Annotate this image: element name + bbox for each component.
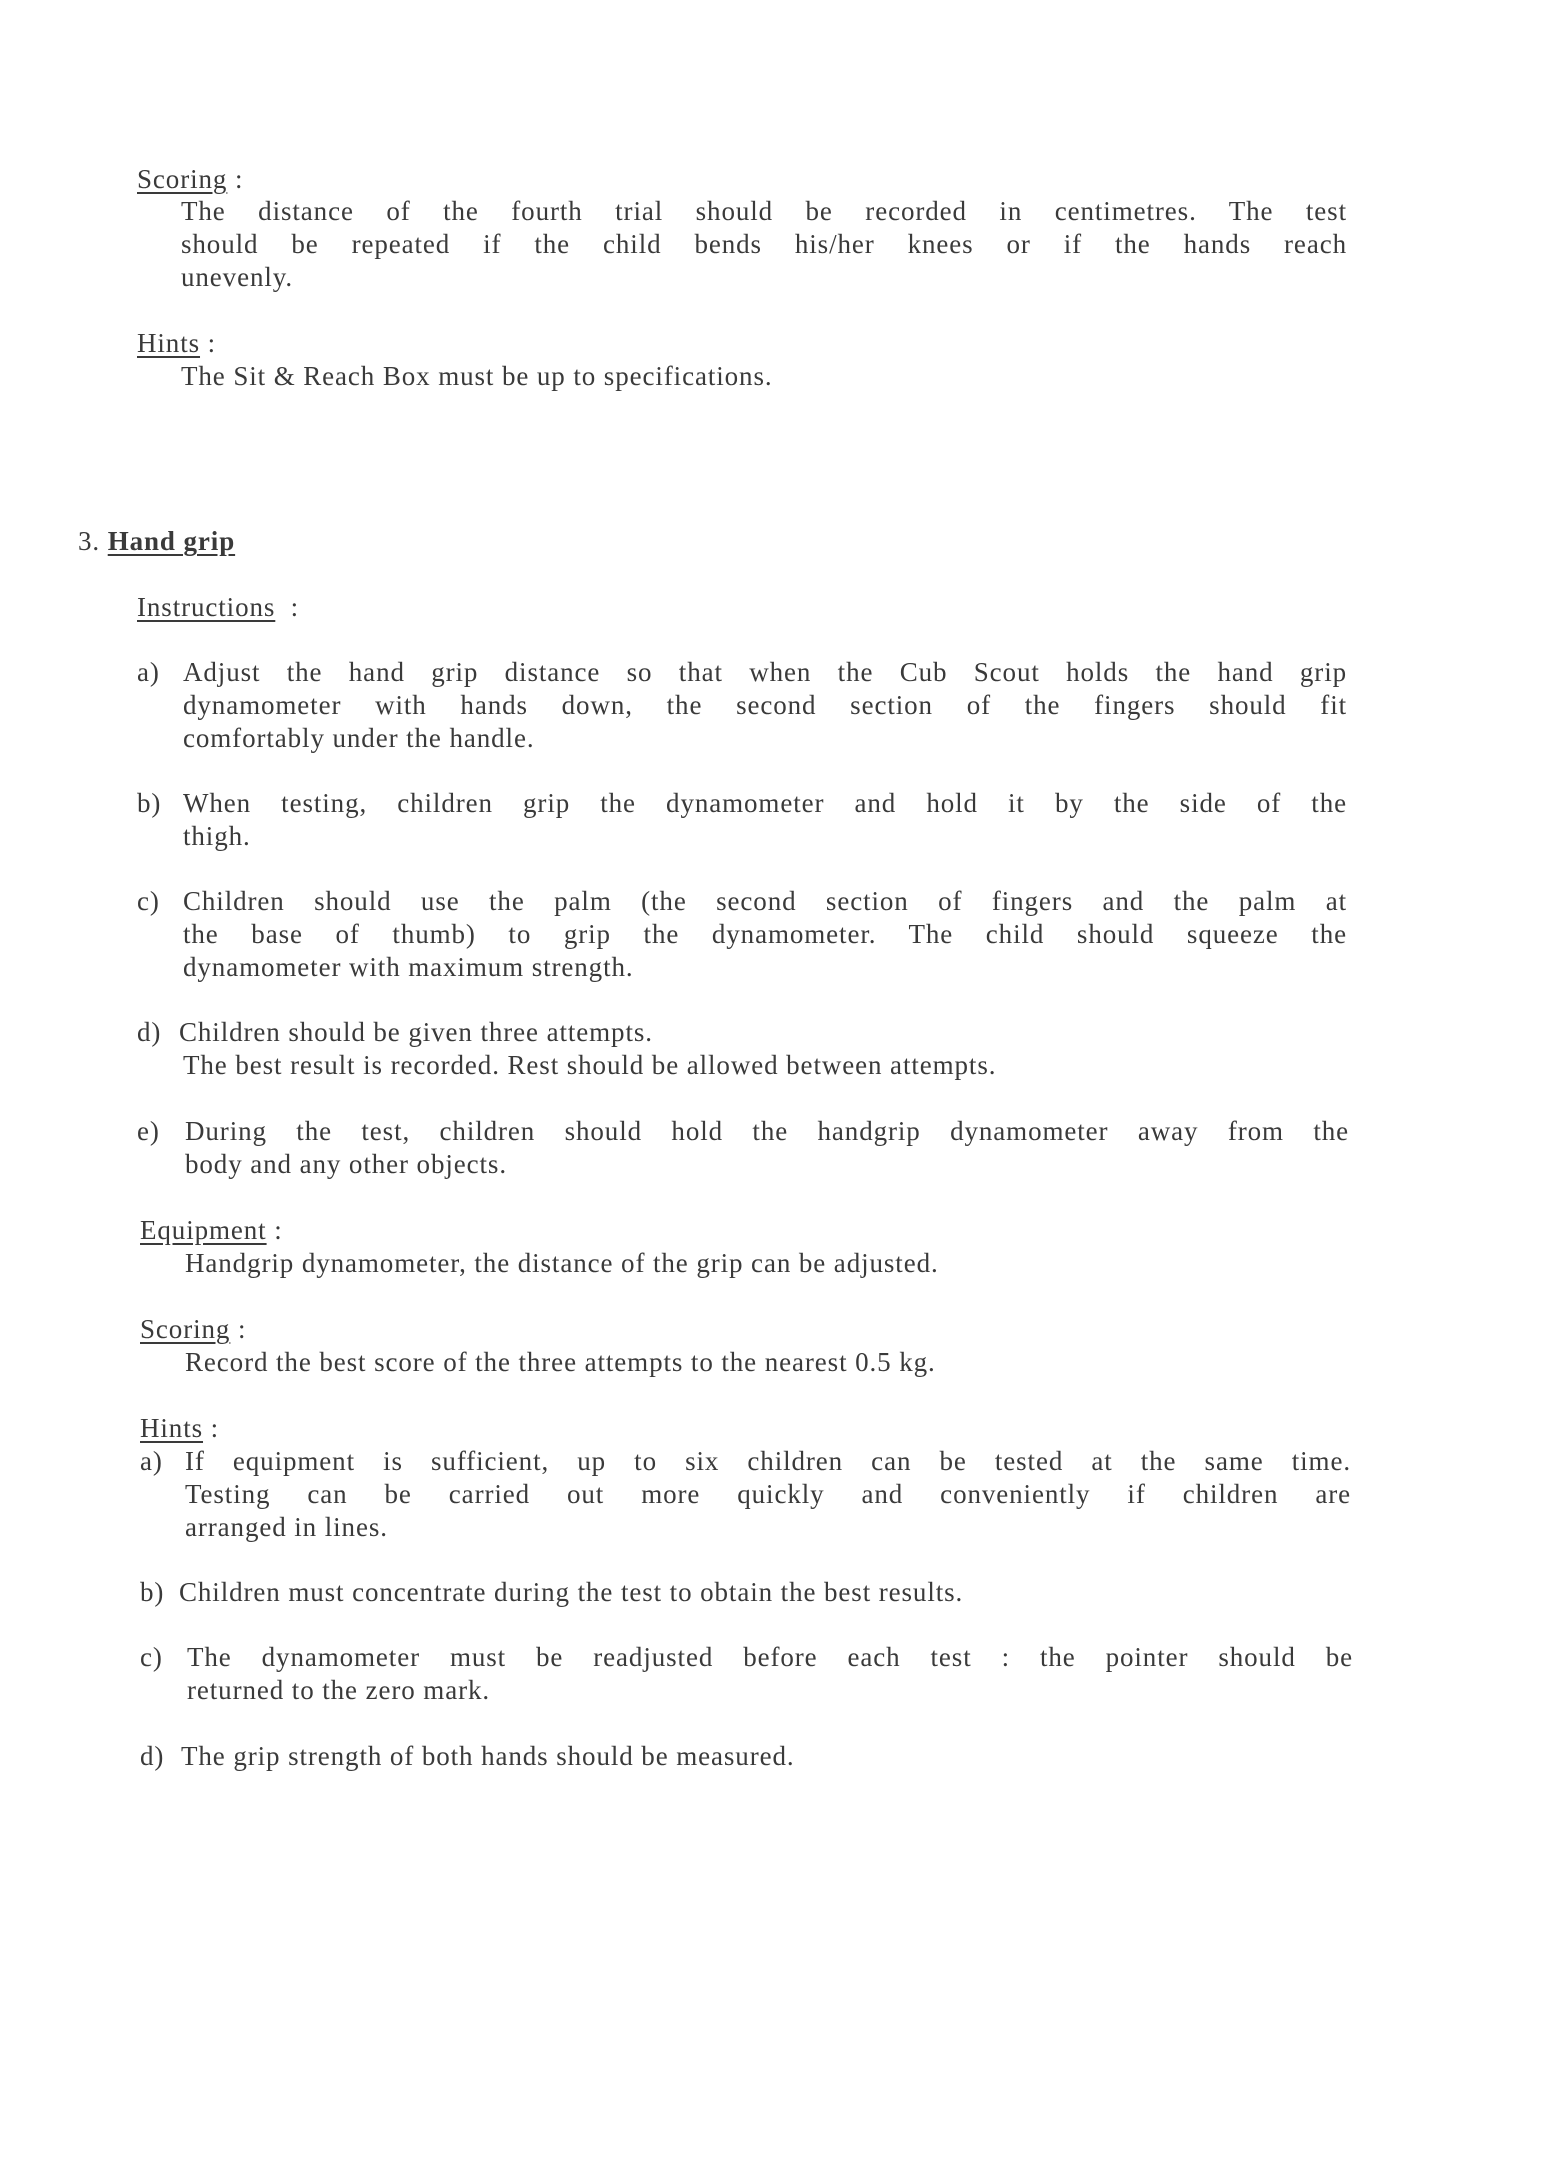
list-marker: c)	[137, 886, 160, 916]
scoring-line: Record the best score of the three attempts to the nearest 0.5 kg.	[185, 1347, 936, 1377]
instruction-line: The best result is recorded. Rest should be allowed between attempts.	[183, 1050, 997, 1080]
instruction-line: thigh.	[183, 821, 251, 851]
list-marker: a)	[140, 1446, 163, 1476]
scoring-line: unevenly.	[181, 262, 294, 292]
instruction-line: Children should be given three attempts.	[179, 1017, 653, 1047]
hint-line: arranged in lines.	[185, 1512, 388, 1542]
list-marker: b)	[140, 1577, 165, 1607]
list-marker: e)	[137, 1116, 160, 1146]
hint-line: returned to the zero mark.	[187, 1675, 491, 1705]
hint-line: Testing can be carried out more quickly and conveniently if children are	[185, 1479, 1351, 1509]
list-marker: b)	[137, 788, 162, 818]
scoring-label: Scoring	[137, 164, 228, 194]
instructions-heading	[137, 591, 299, 624]
list-marker: a)	[137, 657, 160, 687]
hint-line: The dynamometer must be readjusted before each test : the pointer should be	[187, 1642, 1353, 1672]
instruction-line: During the test, children should hold the handgrip dynamometer away from the	[185, 1116, 1349, 1146]
instruction-line: dynamometer with maximum strength.	[183, 952, 634, 982]
scoring-colon: :	[234, 164, 244, 194]
section-heading	[78, 525, 235, 558]
instruction-line: Adjust the hand grip distance so that when the Cub Scout holds the hand grip	[183, 657, 1347, 687]
equipment-label: Equipment	[140, 1215, 267, 1245]
equipment-heading	[140, 1214, 283, 1247]
scoring-line: The distance of the fourth trial should be recorded in centimetres. The test	[181, 196, 1347, 226]
instructions-label: Instructions	[137, 592, 276, 622]
instruction-line: body and any other objects.	[185, 1149, 507, 1179]
scoring-heading-2	[140, 1313, 246, 1346]
hints-heading-1	[137, 327, 216, 360]
scoring-label: Scoring	[140, 1314, 231, 1344]
section-number: 3.	[78, 526, 101, 556]
hint-line: If equipment is sufficient, up to six children can be tested at the same time.	[185, 1446, 1351, 1476]
instruction-line: dynamometer with hands down, the second section of the fingers should fit	[183, 690, 1347, 720]
section-title: Hand grip	[107, 526, 236, 556]
hints-heading-2	[140, 1412, 219, 1445]
scoring-heading-1	[137, 163, 243, 196]
equipment-colon: :	[274, 1215, 283, 1245]
hints-label: Hints	[137, 328, 201, 358]
instruction-line: Children should use the palm (the second section of fingers and the palm at	[183, 886, 1347, 916]
instruction-line: comfortably under the handle.	[183, 723, 535, 753]
list-marker: c)	[140, 1642, 163, 1672]
instructions-colon: :	[290, 592, 300, 622]
hint-line: Children must concentrate during the test to obtain the best results.	[179, 1577, 964, 1607]
equipment-line: Handgrip dynamometer, the distance of the grip can be adjusted.	[185, 1248, 939, 1278]
list-marker: d)	[137, 1017, 162, 1047]
scoring-line: should be repeated if the child bends his/her knees or if the hands reach	[181, 229, 1347, 259]
instruction-line: the base of thumb) to grip the dynamometer. The child should squeeze the	[183, 919, 1347, 949]
instruction-line: When testing, children grip the dynamometer and hold it by the side of the	[183, 788, 1347, 818]
hint-line: The grip strength of both hands should be measured.	[181, 1741, 795, 1771]
hints-line: The Sit & Reach Box must be up to specifications.	[181, 361, 773, 391]
list-marker: d)	[140, 1741, 165, 1771]
hints-colon: :	[210, 1413, 220, 1443]
scoring-colon: :	[237, 1314, 247, 1344]
hints-colon: :	[207, 328, 217, 358]
hints-label: Hints	[140, 1413, 204, 1443]
